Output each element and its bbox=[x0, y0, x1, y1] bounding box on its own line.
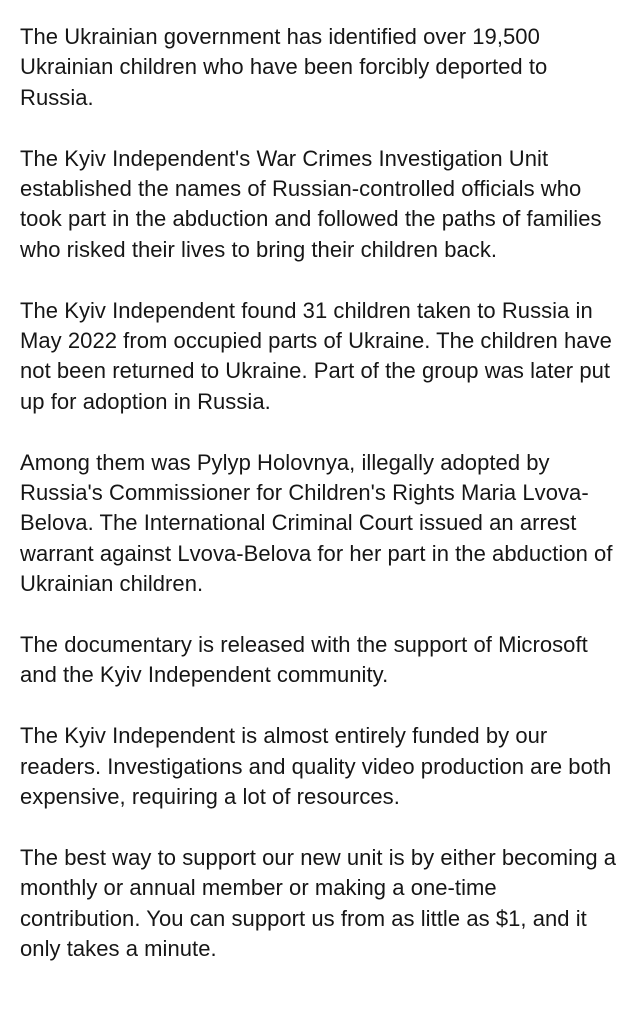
paragraph-pylyp-holovnya: Among them was Pylyp Holovnya, illegally adopted by Russia's Commissioner for Children's Rights Maria Lvova-Belova. The International Criminal Court issued an arrest warrant against Lvova-Belova for her part in the abduction of Ukrainian children. bbox=[20, 449, 613, 597]
paragraph-deported-children: The Ukrainian government has identified over 19,500 Ukrainian children who have been forcibly deported to Russia. bbox=[20, 24, 548, 110]
paragraph-31-children: The Kyiv Independent found 31 children taken to Russia in May 2022 from occupied parts of Ukraine. The children have not been returned to Ukraine. Part of the group was later put up for adoption in Russia. bbox=[20, 297, 612, 414]
post-body bbox=[20, 22, 620, 965]
paragraph-documentary-support: The documentary is released with the support of Microsoft and the Kyiv Independent community. bbox=[20, 632, 588, 688]
paragraph-reader-funding: The Kyiv Independent is almost entirely funded by our readers. Investigations and quality video production are both expensive, requiring a lot of resources. bbox=[20, 723, 612, 810]
paragraph-investigation-unit: The Kyiv Independent's War Crimes Investigation Unit established the names of Russian-controlled officials who took part in the abduction and followed the paths of families who risked their lives to bring their children back. bbox=[20, 145, 602, 262]
paragraph-support-call: The best way to support our new unit is by either becoming a monthly or annual member or making a one-time contribution. You can support us from as little as $1, and it only takes a minute. bbox=[20, 844, 617, 962]
